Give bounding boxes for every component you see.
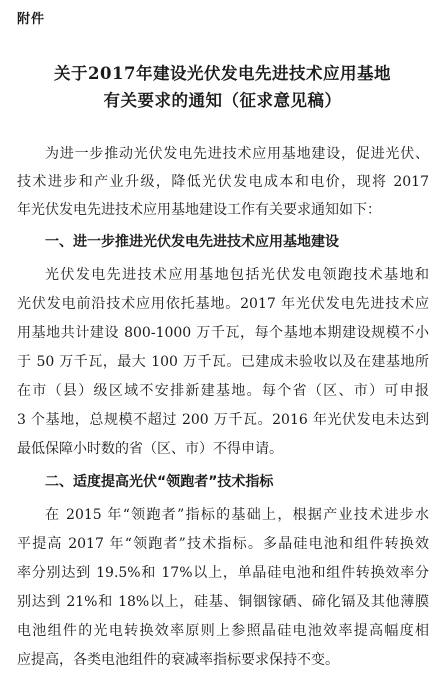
section-1-line-2: 光伏发电前沿技术应用依托基地。2017 年光伏发电先进技术应 bbox=[17, 296, 429, 312]
section-1-line-5: 在市（县）级区域不安排新建基地。每个省（区、市）可申报 bbox=[17, 383, 429, 399]
attachment-label: 附件 bbox=[17, 12, 46, 27]
section-2-line-1: 在 2015 年“领跑者”指标的基础上，根据产业技术进步水 bbox=[45, 507, 429, 523]
section-1-line-7: 最低保障小时数的省（区、市）不得申请。 bbox=[17, 441, 283, 457]
section-2-heading: 二、适度提高光伏“领跑者”技术指标 bbox=[45, 474, 274, 490]
document-title-line-2: 有关要求的通知（征求意见稿） bbox=[103, 91, 342, 110]
section-2-line-5: 电池组件的光电转换效率原则上参照晶硅电池效率提高幅度相 bbox=[17, 623, 429, 639]
section-2-line-3: 率分别达到 19.5%和 17%以上，单晶硅电池和组件转换效率分 bbox=[17, 565, 429, 581]
section-2-line-6: 应提高，各类电池组件的衰减率指标要求保持不变。 bbox=[17, 652, 339, 668]
intro-line-1: 为进一步推动光伏发电先进技术应用基地建设，促进光伏、 bbox=[45, 146, 429, 162]
section-1-line-1: 光伏发电先进技术应用基地包括光伏发电领跑技术基地和 bbox=[45, 267, 429, 283]
section-2-line-4: 别达到 21%和 18%以上，硅基、铜铟镓硒、碲化镉及其他薄膜 bbox=[17, 594, 429, 610]
intro-line-3: 年光伏发电先进技术应用基地建设工作有关要求通知如下： bbox=[17, 202, 381, 218]
section-2-line-2: 平提高 2017 年“领跑者”技术指标。多晶硅电池和组件转换效 bbox=[17, 536, 429, 552]
intro-line-2: 技术进步和产业升级，降低光伏发电成本和电价，现将 2017 bbox=[17, 174, 429, 190]
section-1-line-3: 用基地共计建设 800-1000 万千瓦，每个基地本期建设规模不小 bbox=[17, 325, 429, 341]
section-1-line-6: 3 个基地，总规模不超过 200 万千瓦。2016 年光伏发电未达到 bbox=[17, 412, 429, 428]
document-title-line-1: 关于2017年建设光伏发电先进技术应用基地 bbox=[54, 64, 391, 83]
section-1-line-4: 于 50 万千瓦，最大 100 万千瓦。已建成未验收以及在建基地所 bbox=[17, 354, 429, 370]
section-1-heading: 一、进一步推进光伏发电先进技术应用基地建设 bbox=[45, 234, 339, 250]
